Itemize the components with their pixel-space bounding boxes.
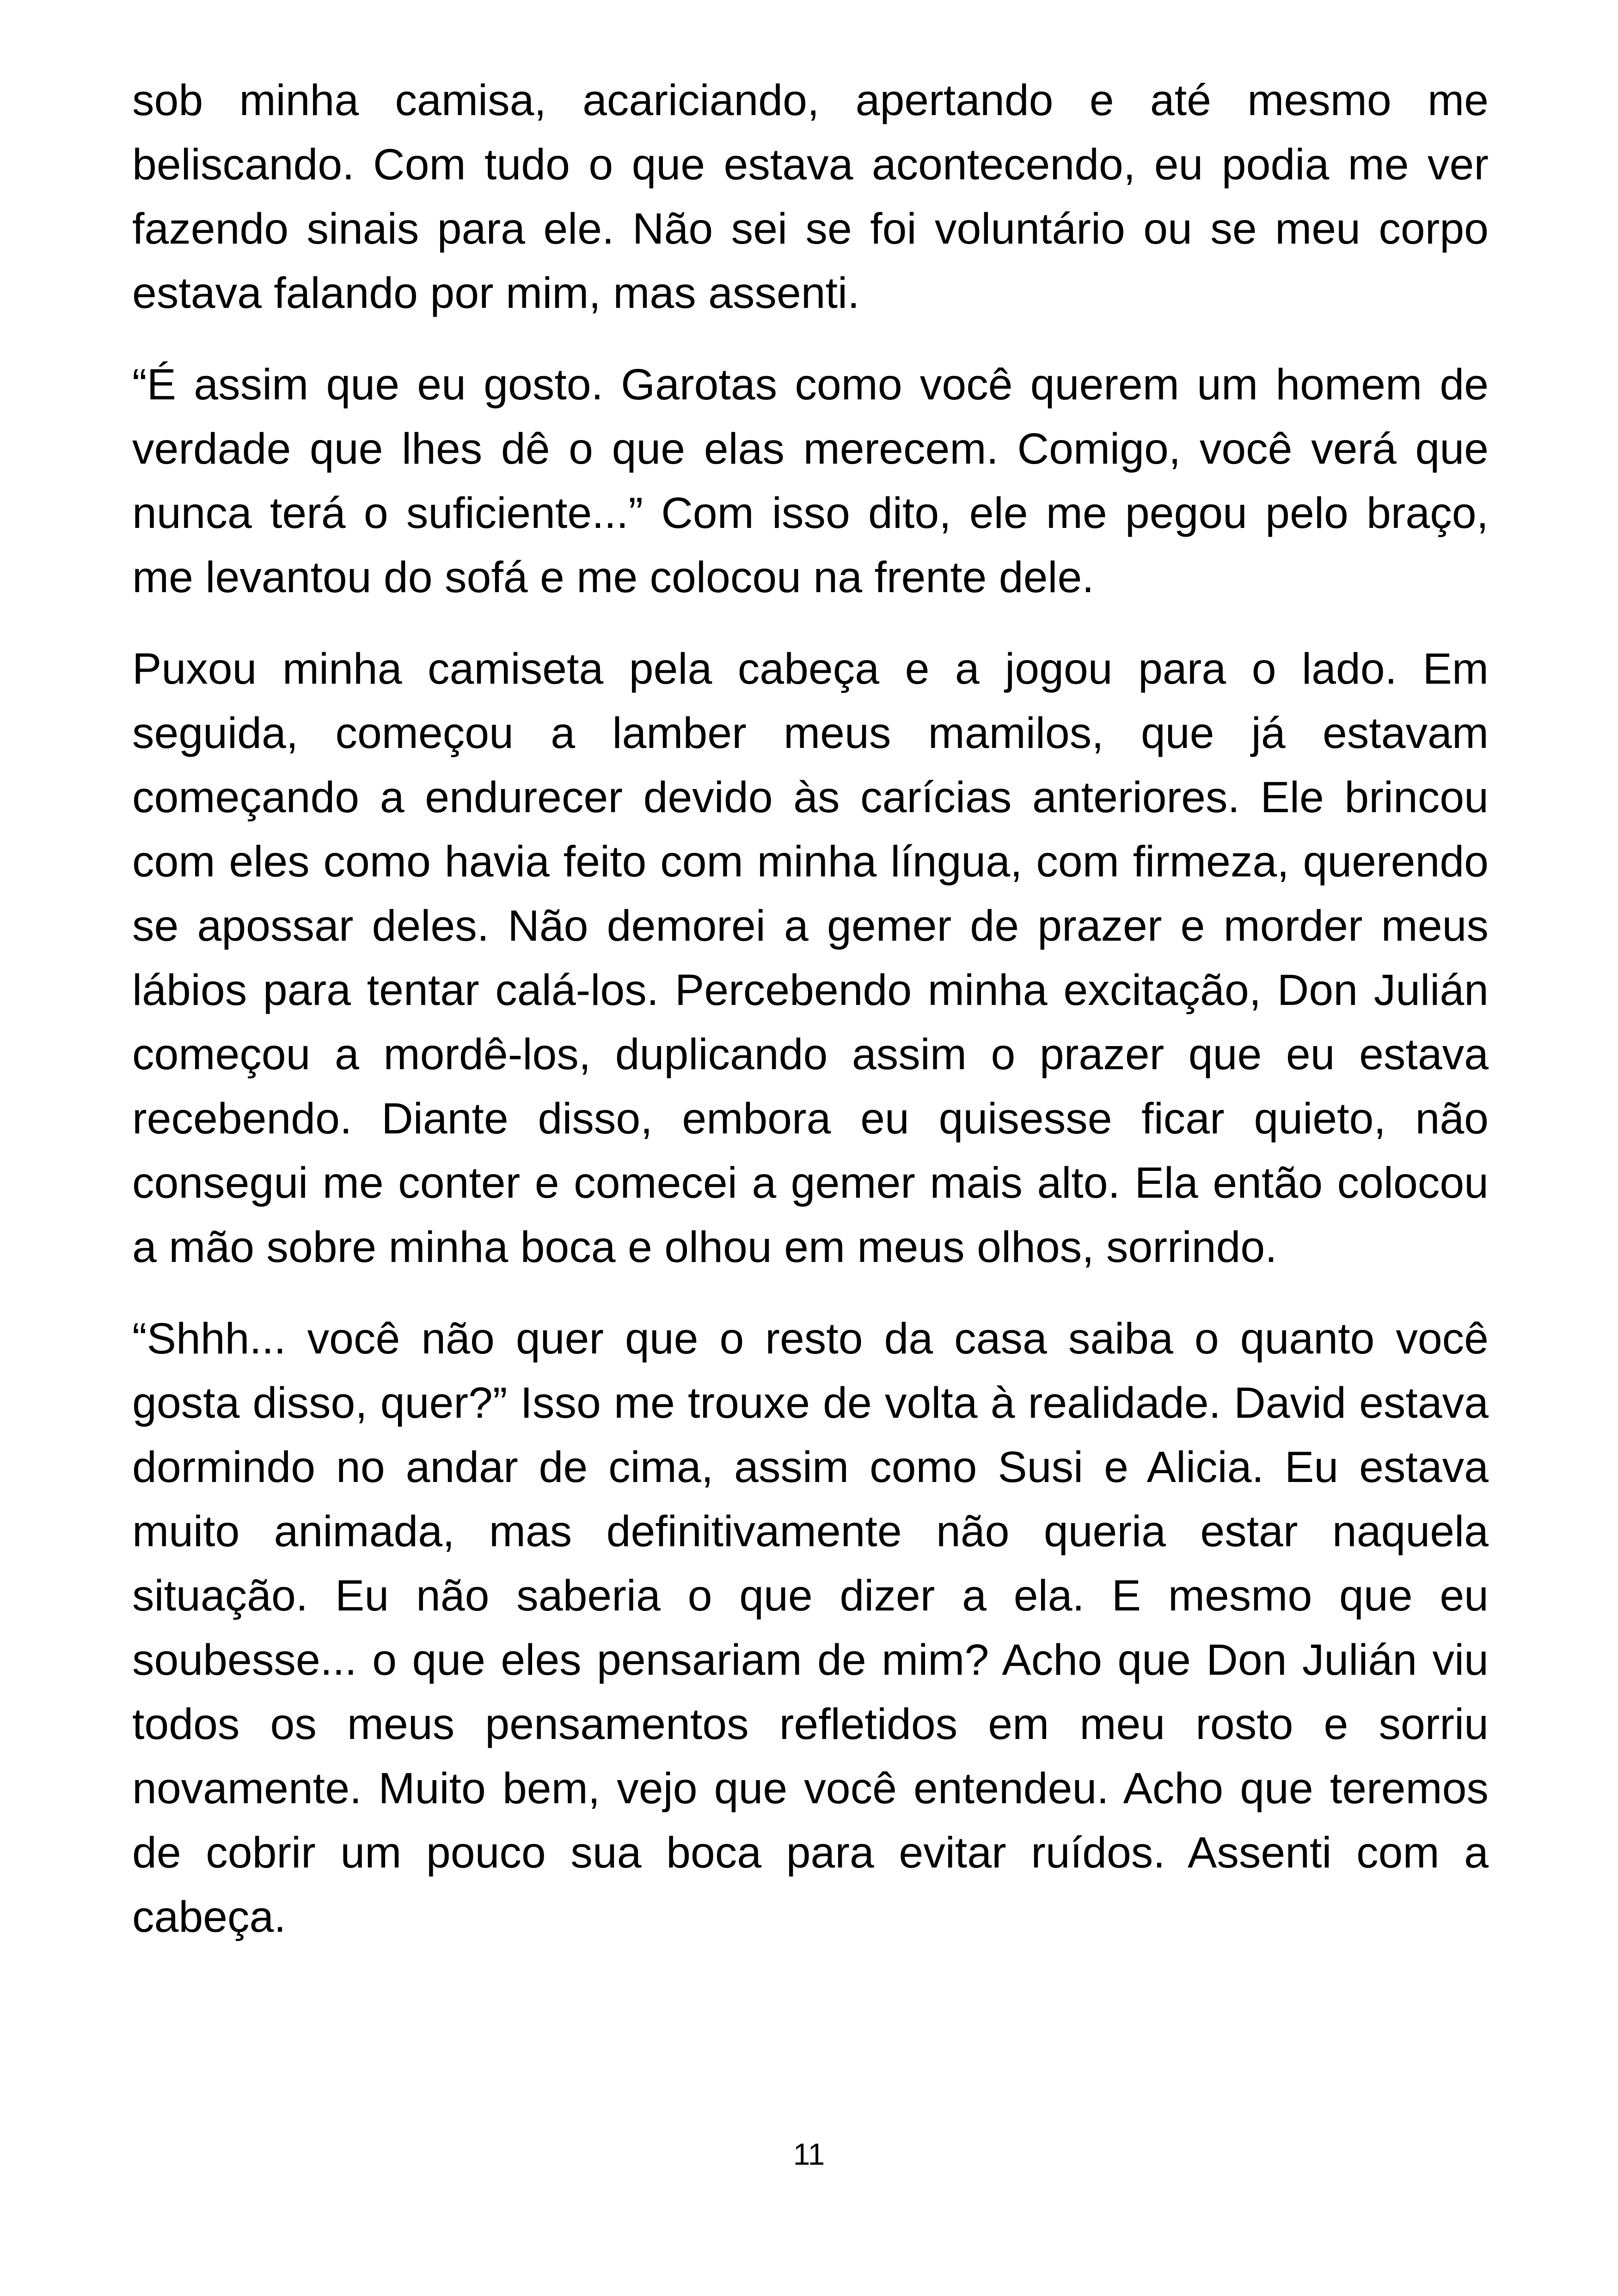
paragraph-4: “Shhh... você não quer que o resto da casa saiba o quanto você gosta disso, quer?” Isso me trouxe de volta à realidade. David estava dormindo no andar de cima, assim como Susi e Alicia. Eu estava muito animada, mas definitivamente não queria estar naquela situação. Eu não saberia o que dizer a ela. E mesmo que eu soubesse... o que eles pensariam de mim? Acho que Don Julián viu todos os meus pensamentos refletidos em meu rosto e sorriu novamente. Muito bem, vejo que você entendeu. Acho que teremos de cobrir um pouco sua boca para evitar ruídos. Assenti com a cabeça. bbox=[132, 1314, 1489, 1941]
page-number: 11 bbox=[793, 2137, 825, 2171]
body-text bbox=[132, 68, 1489, 1949]
paragraph-2: “É assim que eu gosto. Garotas como você querem um homem de verdade que lhes dê o que elas merecem. Comigo, você verá que nunca terá o suficiente...” Com isso dito, ele me pegou pelo braço, me levantou do sofá e me colocou na frente dele. bbox=[132, 360, 1489, 602]
paragraph-3: Puxou minha camiseta pela cabeça e a jogou para o lado. Em seguida, começou a lamber meus mamilos, que já estavam começando a endurecer devido às carícias anteriores. Ele brincou com eles como havia feito com minha língua, com firmeza, querendo se apossar deles. Não demorei a gemer de prazer e morder meus lábios para tentar calá-los. Percebendo minha excitação, Don Julián começou a mordê-los, duplicando assim o prazer que eu estava recebendo. Diante disso, embora eu quisesse ficar quieto, não consegui me conter e comecei a gemer mais alto. Ela então colocou a mão sobre minha boca e olhou em meus olhos, sorrindo. bbox=[132, 644, 1489, 1272]
paragraph-1: sob minha camisa, acariciando, apertando e até mesmo me beliscando. Com tudo o que estava acontecendo, eu podia me ver fazendo sinais para ele. Não sei se foi voluntário ou se meu corpo estava falando por mim, mas assenti. bbox=[132, 76, 1489, 318]
